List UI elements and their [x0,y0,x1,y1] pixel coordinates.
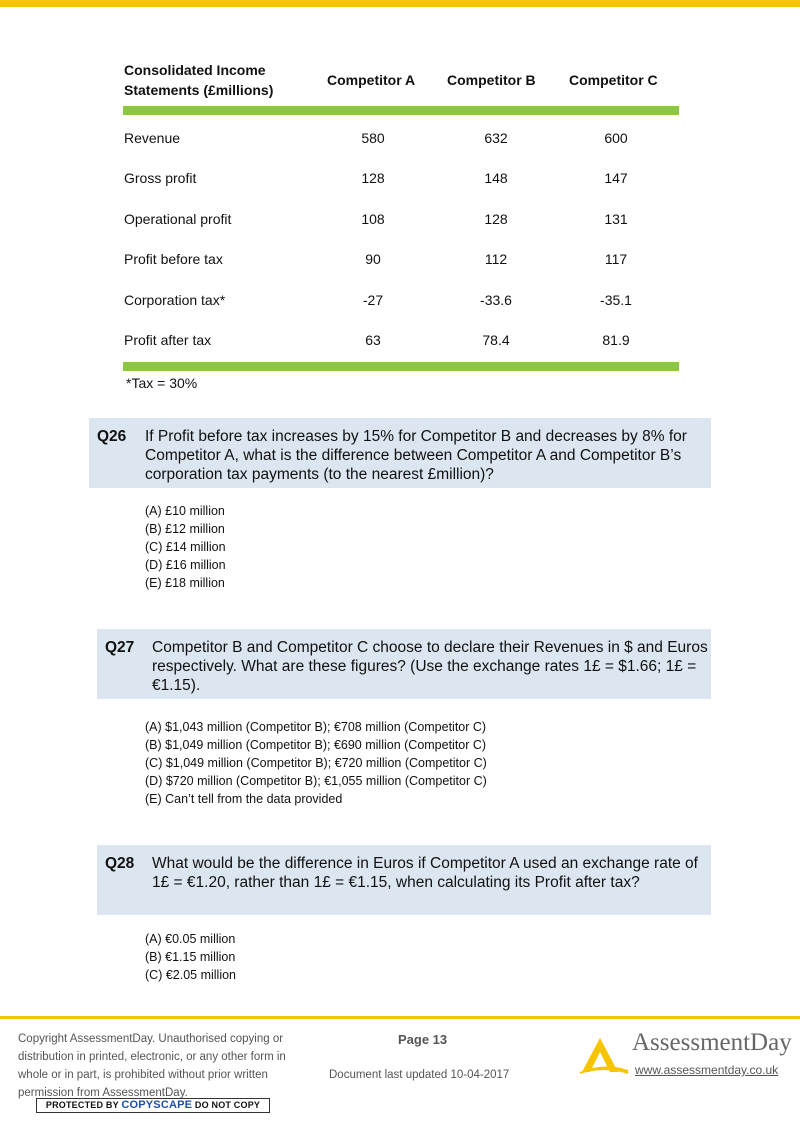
assessmentday-logo-icon [578,1032,630,1074]
question-text: What would be the difference in Euros if Competitor A used an exchange rate of 1£ = €1.20, rather than 1£ = €1.15, when calculating its Profit after tax? [152,855,698,891]
answer-option[interactable]: (C) $1,049 million (Competitor B); €720 million (Competitor C) [145,756,487,770]
answer-options-q26 [145,502,226,592]
question-number: Q26 [97,428,127,445]
copyright-notice: Copyright AssessmentDay. Unauthorised copying or distribution in printed, electronic, or any other form in whole or in part, is prohibited without prior written permission from AssessmentDay. [18,1033,286,1099]
answer-option[interactable]: (E) £18 million [145,576,225,590]
cell-competitor-a: 108 [361,210,385,227]
logo-wordmark: AssessmentDay [632,1029,792,1056]
copyscape-prefix: PROTECTED BY [45,1100,122,1110]
cell-competitor-a: 90 [365,251,381,268]
table-row [123,238,679,278]
page-number: Page 13 [398,1032,448,1047]
answer-options-q28 [145,930,236,984]
cell-competitor-b: 128 [484,210,508,227]
cell-competitor-c: 131 [604,210,628,227]
answer-options-q27 [145,718,487,808]
answer-option[interactable]: (D) £16 million [145,558,226,572]
row-label: Corporation tax* [124,291,226,308]
answer-option[interactable]: (B) $1,049 million (Competitor B); €690 million (Competitor C) [145,738,487,752]
table-title: Consolidated Income Statements (£millions) [124,62,274,98]
row-label: Revenue [124,130,181,146]
last-updated-date: Document last updated 10-04-2017 [329,1069,510,1081]
question-box-q26 [89,418,711,488]
table-bottom-rule [123,362,679,371]
question-box-q28 [97,845,711,915]
cell-competitor-c: 117 [604,251,628,268]
income-statement-table [123,58,679,391]
copyscape-brand: COPYSCAPE [121,1099,193,1111]
row-label: Profit before tax [124,251,223,268]
table-body [123,115,679,362]
table-row [123,319,679,359]
row-label: Profit after tax [124,331,212,348]
table-footnote: *Tax = 30% [126,375,198,392]
cell-competitor-c: 147 [604,170,628,187]
answer-option[interactable]: (A) £10 million [145,504,225,518]
column-header-competitor-b: Competitor B [447,72,536,88]
copyscape-suffix: DO NOT COPY [192,1100,261,1110]
table-header [123,58,679,106]
table-top-rule [123,106,679,115]
answer-option[interactable]: (D) $720 million (Competitor B); €1,055 million (Competitor C) [145,774,487,788]
cell-competitor-b: 148 [484,170,508,187]
cell-competitor-a: 580 [361,130,385,146]
cell-competitor-b: 112 [484,251,508,268]
cell-competitor-a: 128 [361,170,385,187]
footer-rule [0,1016,800,1019]
question-box-q27 [97,629,711,699]
cell-competitor-b: 78.4 [482,331,510,348]
column-header-competitor-a: Competitor A [327,72,416,88]
question-number: Q28 [105,855,135,872]
row-label: Gross profit [124,170,197,187]
top-accent-bar [0,0,800,7]
cell-competitor-a: -27 [362,291,384,308]
table-row [123,279,679,319]
answer-option[interactable]: (E) Can’t tell from the data provided [145,792,343,806]
answer-option[interactable]: (B) €1.15 million [145,950,236,964]
copyscape-badge[interactable] [36,1098,270,1113]
table-row [123,198,679,238]
cell-competitor-c: 600 [604,130,628,146]
column-header-competitor-c: Competitor C [569,72,658,88]
answer-option[interactable]: (C) £14 million [145,540,226,554]
cell-competitor-c: -35.1 [600,291,632,308]
cell-competitor-a: 63 [365,331,381,348]
table-row [123,157,679,197]
table-row [123,117,679,157]
row-label: Operational profit [124,210,232,227]
question-text: Competitor B and Competitor C choose to declare their Revenues in $ and Euros respectively. What are these figures? (Use the exchange rates 1£ = $1.66; 1£ = €1.15). [152,639,708,694]
answer-option[interactable]: (B) £12 million [145,522,225,536]
cell-competitor-b: 632 [484,130,508,146]
question-number: Q27 [105,639,135,656]
website-link[interactable]: www.assessmentday.co.uk [635,1063,779,1077]
answer-option[interactable]: (A) €0.05 million [145,932,236,946]
cell-competitor-b: -33.6 [480,291,512,308]
answer-option[interactable]: (A) $1,043 million (Competitor B); €708 million (Competitor C) [145,720,487,734]
question-text: If Profit before tax increases by 15% for Competitor B and decreases by 8% for Competitor A, what is the difference between Competitor A and Competitor B’s corporation tax payments (to the nearest £million)? [145,428,687,483]
answer-option[interactable]: (C) €2.05 million [145,968,237,982]
cell-competitor-c: 81.9 [602,331,630,348]
